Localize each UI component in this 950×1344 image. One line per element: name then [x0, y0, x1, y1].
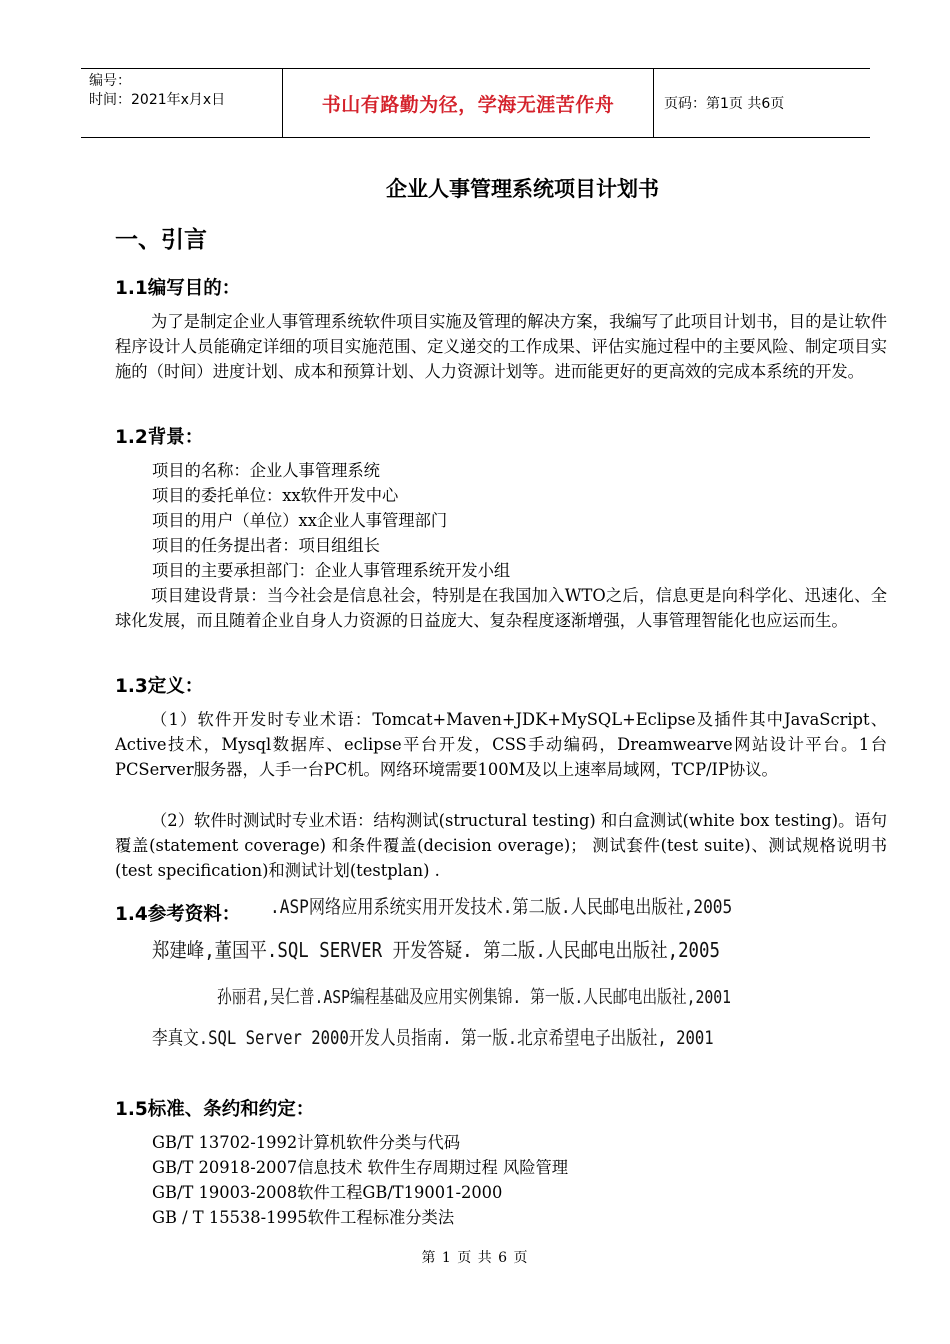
- purpose-paragraph: 为了是制定企业人事管理系统软件项目实施及管理的解决方案，我编写了此项目计划书，目的是让软件程序设计人员能确定详细的项目实施范围、定义递交的工作成果、评估实施过程中的主要风险、制定项目实施的（时间）进度计划、成本和预算计划、人力资源计划等。进而能更好的更高效的完成本系统的开发。: [115, 312, 887, 381]
- header-page-info: 页码：第1页 共6页: [664, 96, 785, 112]
- standard-item: GB/T 19003-2008软件工程GB/T19001-2000: [152, 1183, 503, 1202]
- standard-item: GB/T 13702-1992计算机软件分类与代码: [152, 1133, 461, 1152]
- definitions-paragraph-test-terms: （2）软件时测试时专业术语：结构测试(structural testing) 和白盒测试(white box testing)。语句覆盖(statement coverage) 和条件覆盖(decision overage)； 测试套件(test suite)、测试规格说明书(test specification)和测试计划(testplan) .: [115, 811, 887, 880]
- background-line-project-name: 项目的名称：企业人事管理系统: [152, 461, 380, 480]
- background-line-client: 项目的委托单位：xx软件开发中心: [152, 486, 399, 505]
- background-line-task-proposer: 项目的任务提出者：项目组组长: [152, 536, 380, 555]
- header-meta: [81, 69, 283, 137]
- reference-item: 李真文.SQL Server 2000开发人员指南. 第一版.北京希望电子出版社, 2001: [152, 1027, 714, 1049]
- heading-1-4-references: 1.4参考资料：: [115, 904, 241, 925]
- background-line-user: 项目的用户（单位）xx企业人事管理部门: [152, 511, 448, 530]
- heading-1-2-background: 1.2背景：: [115, 427, 204, 448]
- document-title: 企业人事管理系统项目计划书: [386, 177, 659, 201]
- reference-item: .ASP网络应用系统实用开发技术.第二版.人民邮电出版社,2005: [270, 896, 733, 918]
- header-time-label: 时间：2021年x月x日: [89, 92, 226, 108]
- heading-1-3-definitions: 1.3定义：: [115, 676, 204, 697]
- page-header: [81, 68, 870, 138]
- header-number-label: 编号：: [89, 73, 131, 89]
- page-footer: 第 1 页 共 6 页: [421, 1250, 529, 1266]
- background-line-department: 项目的主要承担部门：企业人事管理系统开发小组: [152, 561, 511, 580]
- background-paragraph: 项目建设背景：当今社会是信息社会，特别是在我国加入WTO之后，信息更是向科学化、迅速化、全球化发展，而且随着企业自身人力资源的日益庞大、复杂程度逐渐增强，人事管理智能化也应运而生。: [115, 586, 887, 630]
- section-heading-introduction: 一、引言: [115, 227, 207, 253]
- standard-item: GB / T 15538-1995软件工程标准分类法: [152, 1208, 455, 1227]
- standard-item: GB/T 20918-2007信息技术 软件生存周期过程 风险管理: [152, 1158, 569, 1177]
- header-motto: 书山有路勤为径，学海无涯苦作舟: [283, 69, 654, 137]
- reference-item: 郑建峰,董国平.SQL SERVER 开发答疑. 第二版.人民邮电出版社,2005: [152, 938, 721, 962]
- definitions-paragraph-dev-terms: （1）软件开发时专业术语：Tomcat+Maven+JDK+MySQL+Eclipse及插件其中JavaScript、Active技术，Mysql数据库、eclipse平台开发，CSS手动编码，Dreamwearve网站设计平台。1台PCServer服务器，人手一台PC机。网络环境需要100M及以上速率局域网，TCP/IP协议。: [115, 710, 887, 779]
- heading-1-1-purpose: 1.1编写目的：: [115, 278, 241, 299]
- reference-item: 孙丽君,吴仁普.ASP编程基础及应用实例集锦. 第一版.人民邮电出版社,2001: [217, 987, 732, 1008]
- heading-1-5-standards: 1.5标准、条约和约定：: [115, 1099, 315, 1120]
